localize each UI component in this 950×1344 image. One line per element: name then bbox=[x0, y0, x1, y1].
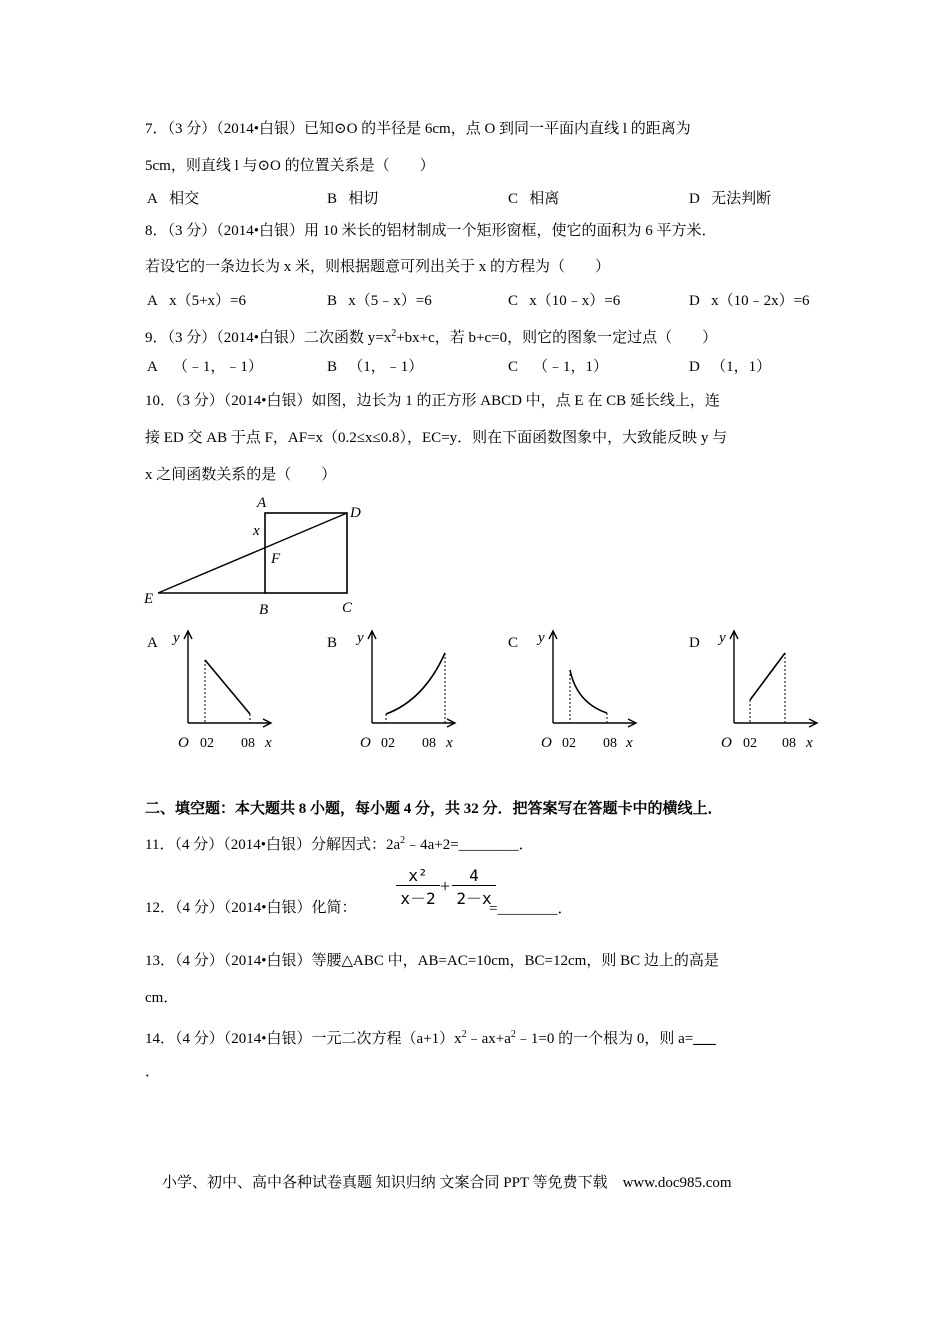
option-text: x（10﹣x）=6 bbox=[529, 293, 621, 309]
option-letter: A bbox=[147, 293, 158, 309]
label-x: x bbox=[253, 523, 260, 539]
q10-graph-letter-d: D bbox=[689, 635, 700, 651]
graph-tick-02: 02 bbox=[562, 736, 576, 751]
q7-option-b bbox=[327, 189, 378, 209]
option-text: 相离 bbox=[529, 191, 560, 207]
graph-y-label: y bbox=[538, 630, 545, 646]
graph-d-curve bbox=[750, 653, 785, 700]
graph-origin-label: O bbox=[721, 735, 732, 751]
option-letter: B bbox=[327, 293, 338, 309]
option-text: （1，1） bbox=[711, 359, 772, 375]
q9-line bbox=[145, 324, 717, 348]
fraction-numerator: 4 bbox=[469, 866, 479, 885]
q9-sup: 2 bbox=[391, 328, 397, 339]
graph-tick-08: 08 bbox=[422, 736, 436, 751]
q11-sup: 2 bbox=[400, 835, 406, 846]
graph-x-label: x bbox=[626, 735, 633, 751]
q9-option-d bbox=[689, 357, 771, 377]
q9-option-a bbox=[147, 357, 263, 377]
q7-option-c bbox=[508, 189, 559, 209]
q12-text: 12．（4 分）（2014•白银）化简： bbox=[145, 900, 357, 916]
option-letter: A bbox=[147, 191, 158, 207]
q9-pre: 9．（3 分）（2014•白银）二次函数 y=x bbox=[145, 330, 392, 346]
option-letter: C bbox=[508, 359, 519, 375]
graph-option-b bbox=[354, 625, 469, 755]
footer-url[interactable]: www.doc985.com bbox=[622, 1175, 732, 1191]
footer bbox=[162, 1171, 732, 1192]
q14-sup1: 2 bbox=[461, 1029, 467, 1040]
option-text: x（10﹣2x）=6 bbox=[711, 293, 810, 309]
q10-line3: x 之间函数关系的是（ ） bbox=[145, 467, 337, 483]
graph-tick-08: 08 bbox=[603, 736, 617, 751]
q14-line2: ． bbox=[145, 1064, 161, 1080]
option-text: x（5+x）=6 bbox=[169, 293, 247, 309]
graph-tick-08: 08 bbox=[782, 736, 796, 751]
graph-tick-08: 08 bbox=[241, 736, 255, 751]
fraction-denominator: 2－x bbox=[456, 889, 492, 908]
q8-line2: 若设它的一条边长为 x 米，则根据题意可列出关于 x 的方程为（ ） bbox=[145, 259, 611, 275]
graph-origin-label: O bbox=[178, 735, 189, 751]
label-c: C bbox=[342, 600, 353, 616]
q12-tail: =________． bbox=[489, 901, 573, 917]
fraction-numerator: x² bbox=[408, 866, 428, 885]
graph-x-label: x bbox=[265, 735, 272, 751]
option-letter: B bbox=[327, 191, 338, 207]
option-text: （1，﹣1） bbox=[348, 359, 424, 375]
graph-b-curve bbox=[386, 653, 445, 714]
option-text: x（5﹣x）=6 bbox=[348, 293, 432, 309]
fraction-denominator: x－2 bbox=[400, 889, 436, 908]
graph-y-label: y bbox=[719, 630, 726, 646]
q7-option-d bbox=[689, 189, 771, 209]
q14-line bbox=[145, 1025, 716, 1049]
graph-option-c bbox=[535, 625, 650, 755]
q12-plus: + bbox=[440, 876, 451, 896]
label-a: A bbox=[257, 495, 267, 511]
q8-option-a bbox=[147, 291, 246, 311]
q12-fraction-1 bbox=[396, 866, 440, 909]
q10-line2: 接 ED 交 AB 于点 F，AF=x（0.2≤x≤0.8），EC=y．则在下面函数图象中，大致能反映 y 与 bbox=[145, 430, 728, 446]
q8-option-c bbox=[508, 291, 620, 311]
option-text: 相交 bbox=[169, 191, 200, 207]
q14-blank: ___ bbox=[693, 1031, 716, 1047]
q10-graph-letter-c: C bbox=[508, 635, 519, 651]
graph-a-curve bbox=[205, 660, 250, 714]
option-letter: C bbox=[508, 191, 519, 207]
label-f: F bbox=[271, 551, 281, 567]
label-d: D bbox=[350, 505, 361, 521]
q14-post: ﹣1=0 的一个根为 0，则 a= bbox=[515, 1031, 694, 1047]
option-text: 无法判断 bbox=[711, 191, 772, 207]
q11-pre: 11．（4 分）（2014•白银）分解因式：2a bbox=[145, 837, 401, 853]
option-text: （﹣1，1） bbox=[533, 359, 609, 375]
option-letter: C bbox=[508, 293, 519, 309]
option-letter: B bbox=[327, 359, 338, 375]
footer-text: 小学、初中、高中各种试卷真题 知识归纳 文案合同 PPT 等免费下载 bbox=[162, 1175, 608, 1191]
q8-option-d bbox=[689, 291, 810, 311]
graph-option-d bbox=[716, 625, 836, 755]
section2-heading: 二、填空题：本大题共 8 小题，每小题 4 分，共 32 分．把答案写在答题卡中的横线上． bbox=[145, 801, 723, 817]
graph-c-curve bbox=[570, 670, 607, 713]
q8-line1: 8．（3 分）（2014•白银）用 10 米长的铝材制成一个矩形窗框，使它的面积为 6 平方米． bbox=[145, 223, 717, 239]
graph-origin-label: O bbox=[541, 735, 552, 751]
q10-graph-letter-a: A bbox=[147, 635, 158, 651]
option-letter: D bbox=[689, 359, 700, 375]
graph-option-a bbox=[170, 625, 285, 755]
option-text: （﹣1，﹣1） bbox=[172, 359, 263, 375]
square-abcd-figure bbox=[140, 494, 370, 619]
q14-mid: ﹣ax+a bbox=[466, 1031, 511, 1047]
q11-post: ﹣4a+2=________． bbox=[405, 837, 534, 853]
q7-line1: 7．（3 分）（2014•白银）已知⊙O 的半径是 6cm，点 O 到同一平面内直线 l 的距离为 bbox=[145, 121, 691, 137]
graph-tick-02: 02 bbox=[381, 736, 395, 751]
q10-graph-letter-b: B bbox=[327, 635, 338, 651]
q13-line1: 13．（4 分）（2014•白银）等腰△ABC 中，AB=AC=10cm，BC=12cm，则 BC 边上的高是 bbox=[145, 953, 719, 969]
q9-option-c bbox=[508, 357, 608, 377]
q9-post: +bx+c，若 b+c=0，则它的图象一定过点（ ） bbox=[396, 330, 718, 346]
graph-y-label: y bbox=[173, 630, 180, 646]
q7-option-a bbox=[147, 189, 199, 209]
option-letter: D bbox=[689, 191, 700, 207]
graph-tick-02: 02 bbox=[743, 736, 757, 751]
q7-line2: 5cm，则直线 l 与⊙O 的位置关系是（ ） bbox=[145, 158, 435, 174]
q11-line bbox=[145, 831, 534, 855]
q10-line1: 10．（3 分）（2014•白银）如图，边长为 1 的正方形 ABCD 中，点 E 在 CB 延长线上，连 bbox=[145, 393, 720, 409]
q14-pre: 14．（4 分）（2014•白银）一元二次方程（a+1）x bbox=[145, 1031, 462, 1047]
graph-tick-02: 02 bbox=[200, 736, 214, 751]
q8-option-b bbox=[327, 291, 432, 311]
label-b: B bbox=[259, 602, 269, 618]
q14-sup2: 2 bbox=[510, 1029, 516, 1040]
q13-line2: cm． bbox=[145, 990, 179, 1006]
graph-origin-label: O bbox=[360, 735, 371, 751]
option-letter: A bbox=[147, 359, 158, 375]
option-letter: D bbox=[689, 293, 700, 309]
graph-x-label: x bbox=[446, 735, 453, 751]
q9-option-b bbox=[327, 357, 423, 377]
graph-y-label: y bbox=[357, 630, 364, 646]
option-text: 相切 bbox=[348, 191, 379, 207]
graph-x-label: x bbox=[806, 735, 813, 751]
label-e: E bbox=[144, 591, 154, 607]
